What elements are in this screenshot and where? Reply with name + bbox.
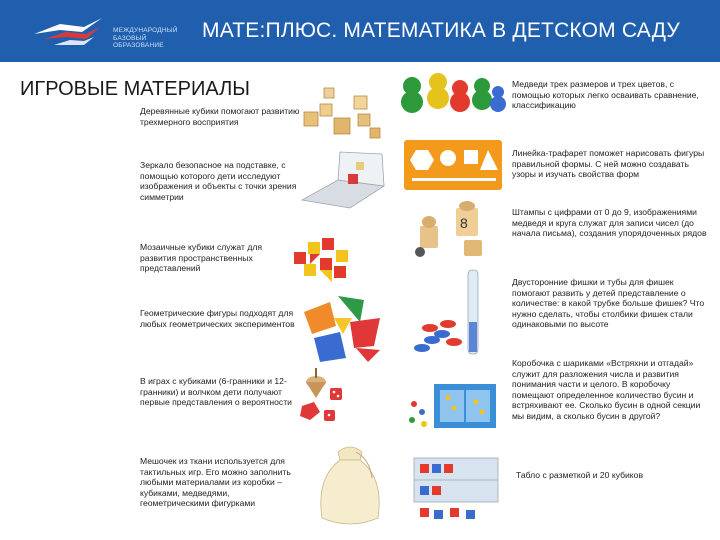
logo-line: МЕЖДУНАРОДНЫЙ <box>113 27 178 34</box>
caption-mosaic-cubes: Мозаичные кубики служат для развития пространственных представлений <box>140 242 262 274</box>
caption-counters-tubes: Двусторонние фишки и тубы для фишек помогают развить у детей представление о количестве: в какой трубке больше фишек? Что нужно сделать, чтобы столбики фишек стали одинаковыми по высоте <box>512 277 705 330</box>
wooden-cubes-image <box>298 82 384 144</box>
caption-shake-box: Коробочка с шариками «Встряхни и отгадай» служит для разложения числа и развития понимания части и целого. В коробочку помещают определенное количество бусин и встряхивают ее. Сколько бусин в одной секции мы видим, а сколько бусин в другой? <box>512 358 701 421</box>
counters-tubes-image <box>412 266 502 358</box>
geometric-shapes-image <box>294 292 390 364</box>
logo <box>30 12 180 52</box>
mosaic-cubes-image <box>290 234 356 286</box>
shake-box-image <box>404 364 500 436</box>
page-title: МАТЕ:ПЛЮС. МАТЕМАТИКА В ДЕТСКОМ САДУ <box>202 19 680 42</box>
caption-counting-board: Табло с разметкой и 20 кубиков <box>516 470 644 480</box>
caption-cloth-bag: Мешочек из ткани используется для тактильных игр. Его можно заполнить любыми материалами из коробки – кубиками, медведями, геометрическими фигурками <box>140 456 291 509</box>
counting-bears-image <box>398 68 508 118</box>
cloth-bag-image <box>310 438 390 530</box>
stencil-ruler-image <box>402 136 504 194</box>
caption-counting-bears: Медведи трех размеров и трех цветов, с помощью которых легко осваивать сравнение, классификацию <box>512 79 699 111</box>
counting-board-image <box>412 448 500 524</box>
logo-line: БАЗОВЫЙ <box>113 34 147 42</box>
section-title: ИГРОВЫЕ МАТЕРИАЛЫ <box>20 78 250 100</box>
caption-wooden-cubes: Деревянные кубики помогают развитию трехмерного восприятия <box>140 106 300 127</box>
header-bar <box>0 0 720 62</box>
dice-and-top-image <box>294 366 354 430</box>
logo-emblem-icon <box>30 12 106 52</box>
caption-geometric-shapes: Геометрические фигуры подходят для любых геометрических экспериментов <box>140 308 295 329</box>
caption-dice-and-top: В играх с кубиками (6-гранники и 12-гранники) и волчком дети получают первые представления о вероятности <box>140 376 292 408</box>
caption-stencil-ruler: Линейка-трафарет поможет нарисовать фигуры правильной формы. С ней можно создавать узоры и изучать свойства форм <box>512 148 705 180</box>
svg-text:8: 8 <box>460 215 468 231</box>
caption-number-stamps: Штампы с цифрами от 0 до 9, изображениями медведя и круга служат для записи чисел (до начала письма), создания упорядоченных рядов <box>512 207 707 239</box>
number-stamps-image <box>410 200 492 260</box>
caption-mirror: Зеркало безопасное на подставке, с помощью которого дети исследуют изображения и объекты с точки зрения симметрии <box>140 160 297 202</box>
mirror-image <box>298 150 388 214</box>
logo-text <box>113 27 178 50</box>
logo-line: ОБРАЗОВАНИЕ <box>113 42 164 49</box>
